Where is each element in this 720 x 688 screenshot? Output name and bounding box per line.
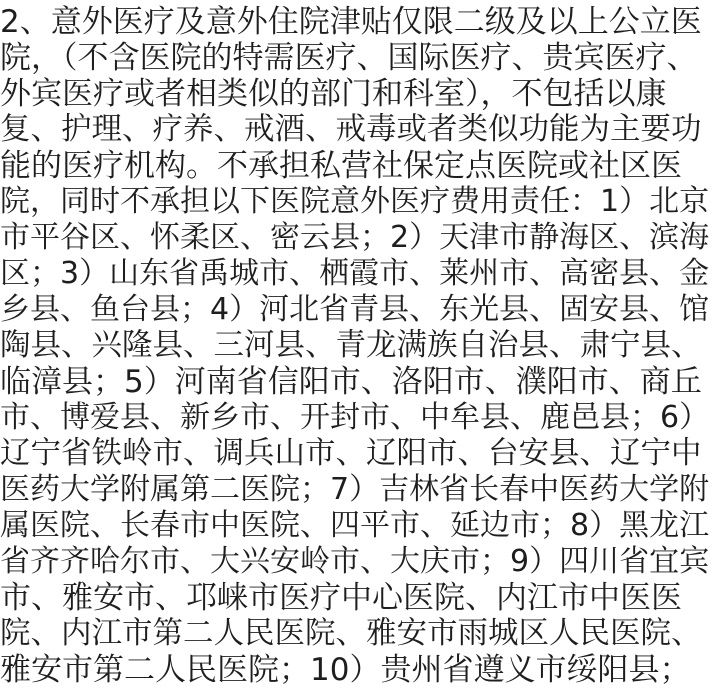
- text-line: 区；3）山东省禹城市、栖霞市、莱州市、高密县、金: [0, 256, 710, 291]
- text-line: 院、内江市第二人民医院、雅安市雨城区人民医院、: [0, 616, 702, 651]
- text-line: 外宾医疗或者相类似的部门和科室），不包括以康: [0, 76, 667, 112]
- text-line: 院，（不含医院的特需医疗、国际医疗、贵宾医疗、: [0, 40, 698, 76]
- text-line: 能的医疗机构。不承担私营社保定点医院或社区医: [0, 148, 682, 184]
- text-line: 属医院、长春市中医院、四平市、延边市；8）黑龙江: [0, 508, 710, 543]
- text-line: 2、意外医疗及意外住院津贴仅限二级及以上公立医: [0, 4, 702, 40]
- text-line: 临漳县；5）河南省信阳市、洛阳市、濮阳市、商丘: [0, 364, 702, 400]
- text-line: 院，同时不承担以下医院意外医疗费用责任：1）北京: [0, 184, 710, 219]
- text-line: 市、博爱县、新乡市、开封市、中牟县、鹿邑县；6）: [0, 400, 710, 435]
- text-line: 市、雅安市、邛崃市医疗中心医院、内江市中医医: [0, 580, 682, 616]
- text-line: 省齐齐哈尔市、大兴安岭市、大庆市；9）四川省宜宾: [0, 544, 710, 579]
- text-line: 辽宁省铁岭市、调兵山市、辽阳市、台安县、辽宁中: [0, 436, 702, 471]
- text-line: 复、护理、疗养、戒酒、戒毒或者类似功能为主要功: [0, 112, 702, 147]
- text-line: 雅安市第二人民医院；10）贵州省遵义市绥阳县；: [0, 652, 691, 688]
- text-line: 医药大学附属第二医院；7）吉林省长春中医药大学附: [0, 472, 710, 507]
- text-line: 乡县、鱼台县；4）河北省青县、东光县、固安县、馆: [0, 292, 710, 327]
- text-line: 市平谷区、怀柔区、密云县；2）天津市静海区、滨海: [0, 220, 710, 255]
- text-line: 陶县、兴隆县、三河县、青龙满族自治县、肃宁县、: [0, 328, 702, 363]
